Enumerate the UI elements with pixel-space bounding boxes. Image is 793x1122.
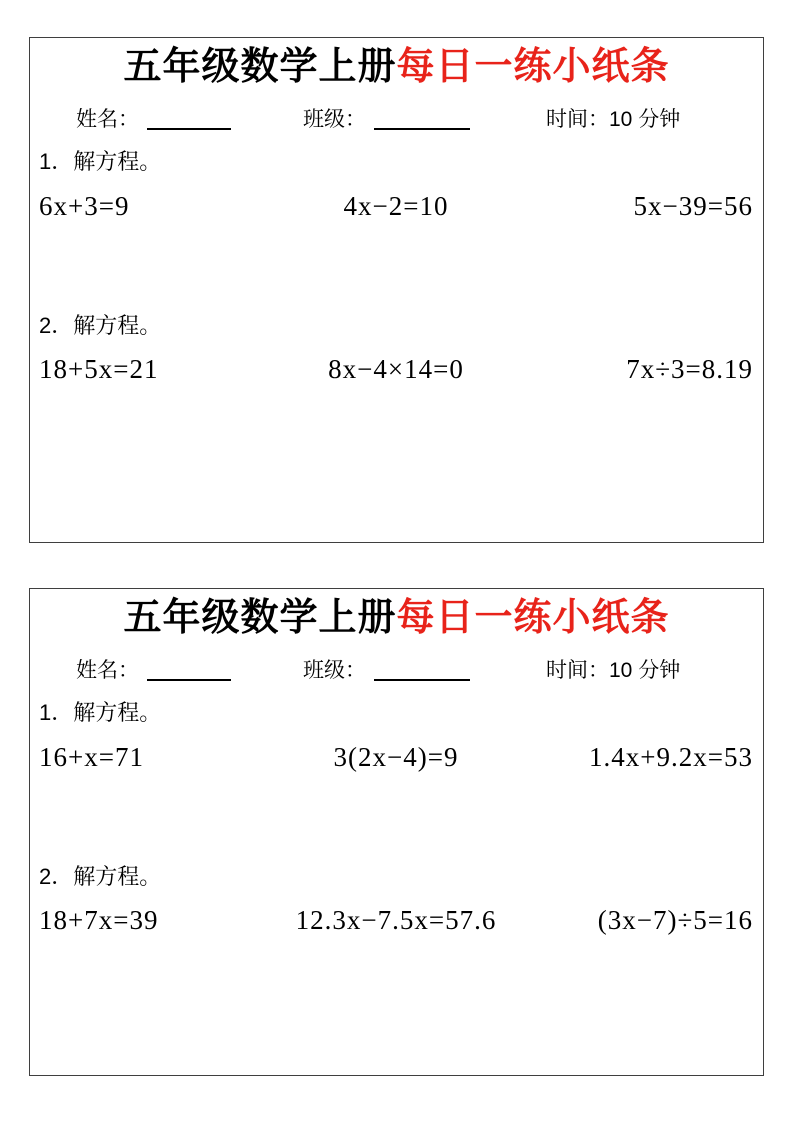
name-label: 姓名： — [76, 108, 139, 131]
equation: 4x−2=10 — [343, 191, 449, 221]
meta-row — [30, 107, 763, 133]
equation: 1.4x+9.2x=53 — [589, 742, 753, 772]
problem-heading: 1．解方程。 — [39, 149, 162, 174]
equation-row — [30, 903, 763, 937]
name-field — [76, 107, 231, 133]
equation: 18+7x=39 — [39, 905, 159, 935]
class-blank-line — [374, 110, 470, 130]
equation: 5x−39=56 — [633, 191, 753, 221]
worksheet-title — [30, 598, 763, 638]
class-field — [303, 658, 470, 684]
name-label: 姓名： — [76, 659, 139, 682]
equation: 3(2x−4)=9 — [333, 742, 459, 772]
equation: 8x−4×14=0 — [328, 354, 464, 384]
equation: 16+x=71 — [39, 742, 144, 772]
equation: 7x÷3=8.19 — [626, 354, 753, 384]
equation-row — [30, 352, 763, 386]
class-label: 班级： — [303, 108, 366, 131]
worksheet-card — [29, 588, 764, 1076]
title-grade-part: 五年级数学上册 — [123, 597, 397, 639]
worksheet-card — [29, 37, 764, 543]
title-practice-part: 每日一练小纸条 — [396, 597, 670, 639]
time-label: 时间：10 分钟 — [546, 108, 681, 131]
equation: (3x−7)÷5=16 — [597, 905, 753, 935]
problem-heading: 2．解方程。 — [39, 313, 162, 338]
meta-row — [30, 658, 763, 684]
name-blank-line — [147, 110, 231, 130]
time-label: 时间：10 分钟 — [546, 659, 681, 682]
equation: 6x+3=9 — [39, 191, 130, 221]
title-practice-part: 每日一练小纸条 — [396, 46, 670, 88]
class-blank-line — [374, 661, 470, 681]
class-field — [303, 107, 470, 133]
equation-row — [30, 740, 763, 774]
equation-row — [30, 189, 763, 223]
problem-heading: 1．解方程。 — [39, 700, 162, 725]
equation: 12.3x−7.5x=57.6 — [295, 905, 497, 935]
name-field — [76, 658, 231, 684]
title-grade-part: 五年级数学上册 — [123, 46, 397, 88]
name-blank-line — [147, 661, 231, 681]
problem-heading: 2．解方程。 — [39, 864, 162, 889]
class-label: 班级： — [303, 659, 366, 682]
equation: 18+5x=21 — [39, 354, 159, 384]
worksheet-title — [30, 47, 763, 87]
